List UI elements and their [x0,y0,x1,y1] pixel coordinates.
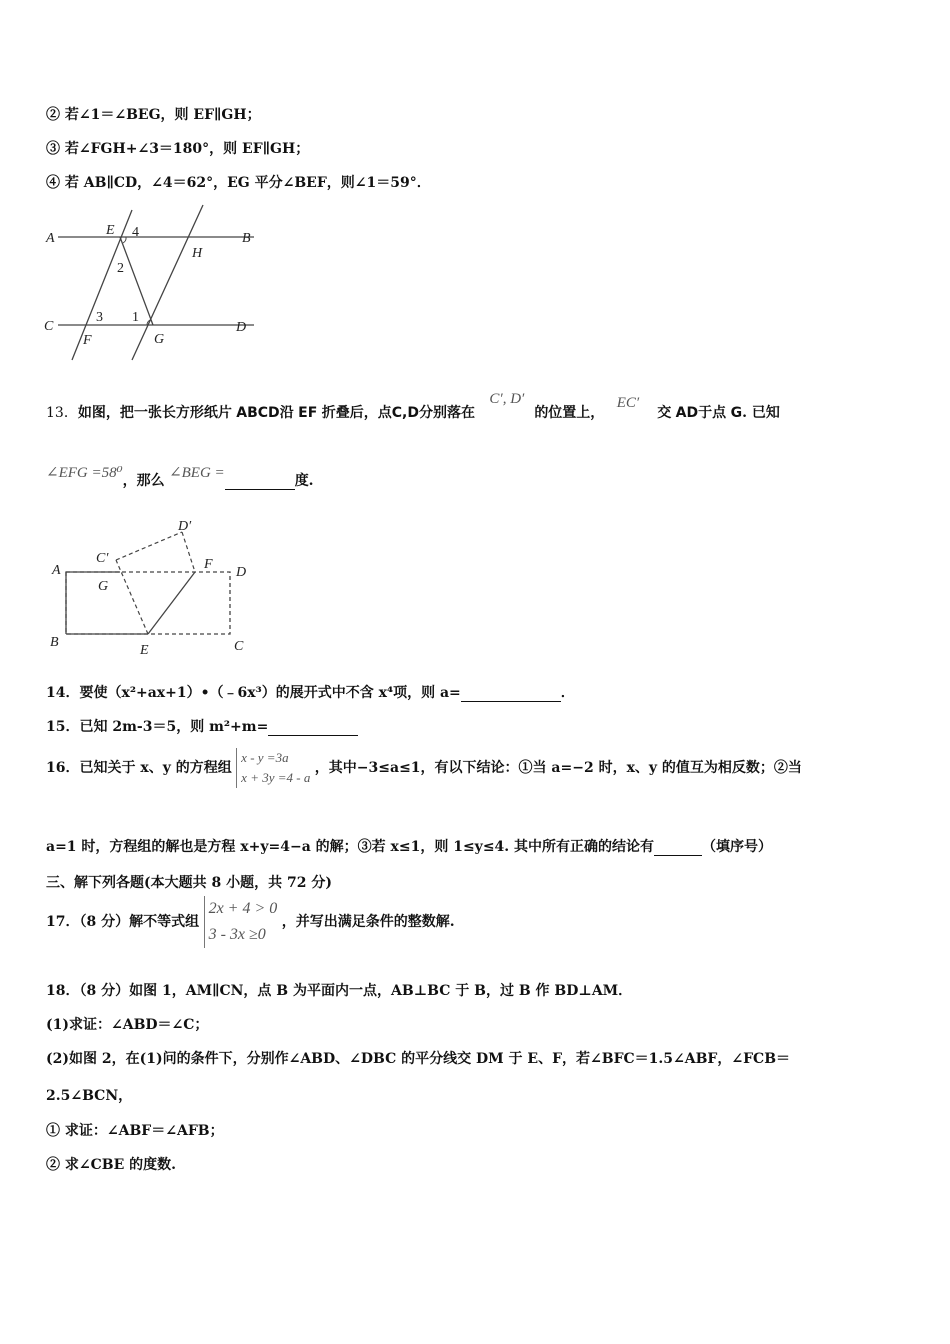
q14-text: 14．要使（x²+ax+1）•（﹣6x³）的展开式中不含 x⁴项，则 a= [46,685,461,701]
q13-text-1: 如图，把一张长方形纸片 [77,405,232,421]
fig12-label-h: H [192,246,203,261]
q15-answer-blank[interactable] [268,719,358,736]
fig13-label-d-prime: D′ [178,519,192,534]
q16-line-2 [46,836,772,856]
fig13-label-b: B [50,635,59,650]
q12-statement-2: ② 若∠1＝∠BEG，则 EF∥GH； [46,107,261,123]
q13-math-efg: ∠EFG =58⁰ [46,465,123,481]
q13-g: G [730,405,743,421]
q12-figure [40,200,270,370]
q13-math-ec-prime: EC′ [616,395,640,411]
q18-line-1: 18．（8 分）如图 1，AM∥CN，点 B 为平面内一点，AB⊥BC 于 B，过 B 作 BD⊥AM． [46,983,633,999]
fig12-label-3: 3 [96,310,103,325]
q16-text-1: 16．已知关于 x、y 的方程组 [46,760,232,776]
q17-inequality-system [204,896,278,948]
fig12-label-4: 4 [132,225,139,240]
fig13-label-f: F [204,557,213,572]
fig12-label-b: B [242,231,251,246]
fig12-label-g: G [154,332,165,347]
q16-eq-1: x - y =3a [241,750,289,765]
q13-math-cd-prime: C′, D′ [489,391,525,407]
q18-line-4: 2.5∠BCN， [46,1088,133,1104]
q14-answer-blank[interactable] [461,685,561,702]
q17-ineq-1: 2x + 4 > 0 [208,900,278,917]
q12-statement-3: ③ 若∠FGH+∠3＝180°，则 EF∥GH； [46,141,310,157]
q13-line-1 [46,391,780,422]
q13-text-7: 于点 [698,405,727,421]
q16-answer-blank[interactable] [654,839,702,856]
q16-text-4: （填序号） [702,839,773,855]
fig12-label-2: 2 [117,261,124,276]
q13-text-9: ，那么 [122,473,165,489]
q15-text: 15．已知 2m-3＝5，则 m²+m= [46,719,269,735]
q14-line [46,682,575,702]
section-3-heading: 三、解下列各题(本大题共 8 小题，共 72 分) [46,875,332,891]
q18-line-5: ① 求证：∠ABF＝∠AFB； [46,1123,224,1139]
fig12-label-e: E [106,223,115,238]
q13-text-8: . 已知 [742,405,780,421]
fig12-label-d: D [236,320,247,335]
q13-answer-blank[interactable] [225,473,295,490]
fig12-label-a: A [46,231,55,246]
q16-text-2: ，其中−3≤a≤1，有以下结论：①当 a=−2 时，x、y 的值互为相反数；②当 [314,760,802,776]
fig13-label-c-prime: C′ [96,551,109,566]
fig13-label-g: G [98,579,109,594]
q15-line [46,716,358,736]
q13-text-10: 度. [294,473,314,489]
q16-equation-system [236,748,310,788]
q16-text-3: a=1 时，方程组的解也是方程 x+y=4−a 的解；③若 x≤1，则 1≤y≤4. 其中所有正确的结论有 [46,839,655,855]
q17-line [46,896,455,948]
q13-number: 13． [46,405,78,421]
q13-text-4: 分别落在 [418,405,475,421]
fig12-label-c: C [44,319,54,334]
q13-line-2 [46,465,314,490]
q13-cd: C,D [391,405,419,421]
q13-ef: EF [298,405,318,421]
fig13-label-d: D [236,565,247,580]
q13-math-beg: ∠BEG = [169,465,225,481]
q14-end: ． [560,685,575,701]
q18-line-6: ② 求∠CBE 的度数. [46,1157,176,1173]
q16-line-1 [46,748,802,788]
q13-text-2: 沿 [279,405,294,421]
q17-text-1: 17．（8 分）解不等式组 [46,914,200,930]
q12-statement-4: ④ 若 AB∥CD，∠4＝62°，EG 平分∠BEF，则∠1＝59°． [46,175,431,191]
q17-ineq-2: 3 - 3x ≥0 [208,926,266,943]
q13-text-6: 交 [657,405,672,421]
fig13-label-c: C [234,639,244,654]
q16-eq-2: x + 3y =4 - a [241,770,311,785]
q18-line-3: (2)如图 2，在(1)问的条件下，分别作∠ABD、∠DBC 的平分线交 DM 于 E、F，若∠BFC＝1.5∠ABF，∠FCB＝ [46,1051,791,1067]
q13-figure [40,510,270,660]
fig12-label-1: 1 [132,310,139,325]
q13-ad: AD [675,405,699,421]
q13-abcd: ABCD [236,405,280,421]
fig13-label-a: A [52,563,61,578]
q13-text-3: 折叠后，点 [321,405,392,421]
q18-line-2: (1)求证：∠ABD＝∠C； [46,1017,209,1033]
fig13-label-e: E [140,643,149,658]
q17-text-2: ，并写出满足条件的整数解. [281,914,455,930]
q13-text-5: 的位置上， [534,405,605,421]
fig12-label-f: F [83,333,92,348]
